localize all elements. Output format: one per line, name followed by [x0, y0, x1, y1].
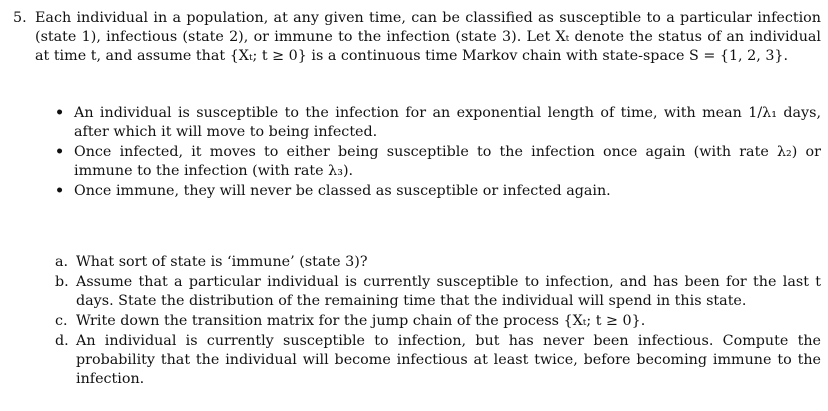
part-text: An individual is currently susceptible to infection, but has never been infectious. Compute the probability that the individual will become infectious at least twice, before becoming immune to the infection.	[76, 333, 821, 387]
part-text: What sort of state is ‘immune’ (state 3)?	[76, 254, 368, 270]
bullet-marker: •	[55, 183, 65, 199]
assumption-item	[55, 143, 821, 181]
part-label: c.	[55, 313, 68, 329]
question-parts-list	[55, 253, 821, 390]
part-label: b.	[55, 274, 69, 290]
bullet-marker: •	[55, 105, 65, 121]
question-part	[55, 332, 821, 389]
assumption-item	[55, 182, 821, 201]
question-number: 5.	[13, 10, 27, 26]
question-part	[55, 273, 821, 311]
part-text: Assume that a particular individual is currently susceptible to infection, and has been for the last t days. State the distribution of the remaining time that the individual will spend in this state.	[76, 274, 821, 309]
part-text: Write down the transition matrix for the jump chain of the process {Xₜ; t ≥ 0}.	[76, 313, 646, 329]
assumption-text: An individual is susceptible to the infection for an exponential length of time, with mean 1/λ₁ days, after which it will move to being infected.	[74, 105, 821, 140]
question-part	[55, 253, 821, 272]
question-intro: Each individual in a population, at any given time, can be classified as susceptible to a particular infection (state 1), infectious (state 2), or immune to the infection (state 3). Let Xₜ denote the status of an individual at time t, and assume that {Xₜ; t ≥ 0} is a continuous time Markov chain with state-space S = {1, 2, 3}.	[35, 10, 821, 64]
part-label: d.	[55, 333, 69, 349]
assumption-list	[55, 104, 821, 202]
bullet-marker: •	[55, 144, 65, 160]
part-label: a.	[55, 254, 69, 270]
assumption-text: Once infected, it moves to either being susceptible to the infection once again (with rate λ₂) or immune to the infection (with rate λ₃).	[74, 144, 821, 179]
assumption-text: Once immune, they will never be classed as susceptible or infected again.	[74, 183, 611, 199]
question-part	[55, 312, 821, 331]
assumption-item	[55, 104, 821, 142]
